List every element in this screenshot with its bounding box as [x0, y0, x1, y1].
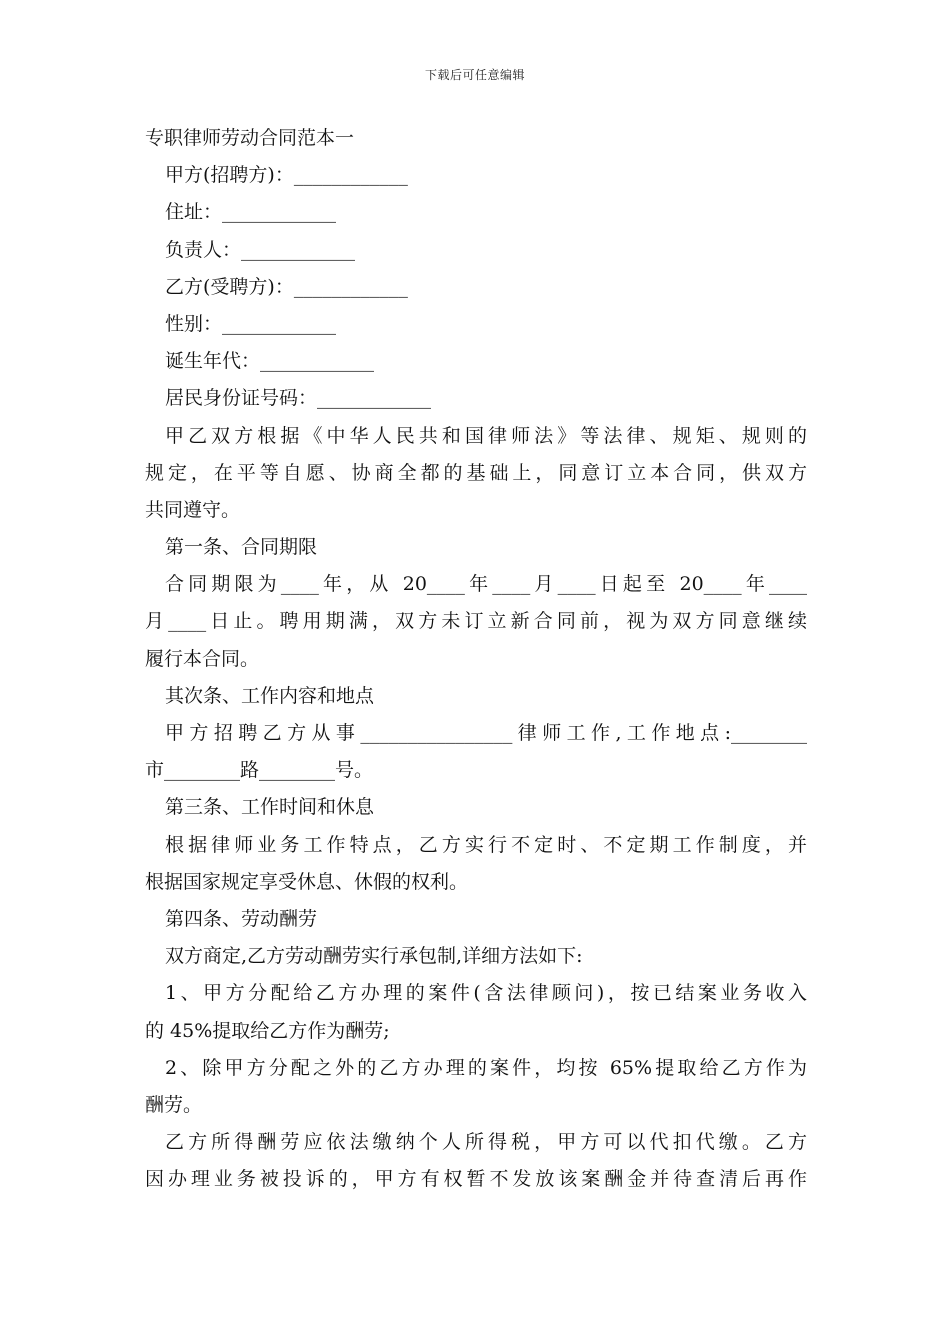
- paragraph-line: 因办理业务被投诉的，甲方有权暂不发放该案酬金并待查清后再作: [145, 1168, 807, 1191]
- party-a-field: 甲方(招聘方)：____________: [165, 164, 408, 187]
- paragraph-line: 2、除甲方分配之外的乙方办理的案件，均按 65%提取给乙方作为: [165, 1056, 807, 1079]
- party-b-field: 乙方(受聘方)：____________: [165, 275, 408, 298]
- address-field: 住址：____________: [165, 201, 337, 224]
- paragraph-line: 1、甲方分配给乙方办理的案件(含法律顾问)，按已结案业务收入: [165, 982, 807, 1005]
- paragraph-line: 甲方招聘乙方从事________________律师工作,工作地点:________: [165, 722, 807, 744]
- paragraph-line: 根据律师业务工作特点，乙方实行不定时、不定期工作制度，并: [165, 833, 807, 856]
- paragraph-line: 酬劳。: [145, 1093, 203, 1116]
- paragraph-line: 根据国家规定享受休息、休假的权利。: [145, 870, 469, 893]
- paragraph-line: 甲乙双方根据《中华人民共和国律师法》等法律、规矩、规则的: [165, 424, 807, 447]
- document-title: 专职律师劳动合同范本一: [145, 127, 355, 149]
- article-heading: 其次条、工作内容和地点: [165, 684, 375, 707]
- paragraph-line: 合同期限为____年，从 20____年____月____日起至 20____年____: [165, 573, 807, 596]
- paragraph-line: 的 45%提取给乙方作为酬劳;: [145, 1019, 390, 1042]
- gender-field: 性别：____________: [165, 312, 337, 335]
- paragraph-line: 共同遵守。: [145, 498, 241, 521]
- article-heading: 第一条、合同期限: [165, 536, 318, 559]
- responsible-person-field: 负责人：____________: [165, 238, 356, 261]
- paragraph-line: 乙方所得酬劳应依法缴纳个人所得税，甲方可以代扣代缴。乙方: [165, 1131, 807, 1154]
- paragraph-line: 履行本合同。: [145, 647, 260, 670]
- paragraph-line: 市________路________号。: [145, 759, 374, 782]
- id-number-field: 居民身份证号码：____________: [165, 387, 432, 410]
- page-header: 下载后可任意编辑: [424, 68, 525, 82]
- article-heading: 第三条、工作时间和休息: [165, 796, 375, 819]
- document-body: [145, 120, 807, 1198]
- paragraph-line: 双方商定,乙方劳动酬劳实行承包制,详细方法如下:: [165, 945, 583, 968]
- birth-year-field: 诞生年代：____________: [165, 350, 375, 373]
- paragraph-line: 月____日止。聘用期满，双方未订立新合同前，视为双方同意继续: [145, 610, 807, 633]
- paragraph-line: 规定，在平等自愿、协商全都的基础上，同意订立本合同，供双方: [145, 461, 807, 484]
- article-heading: 第四条、劳动酬劳: [165, 907, 318, 930]
